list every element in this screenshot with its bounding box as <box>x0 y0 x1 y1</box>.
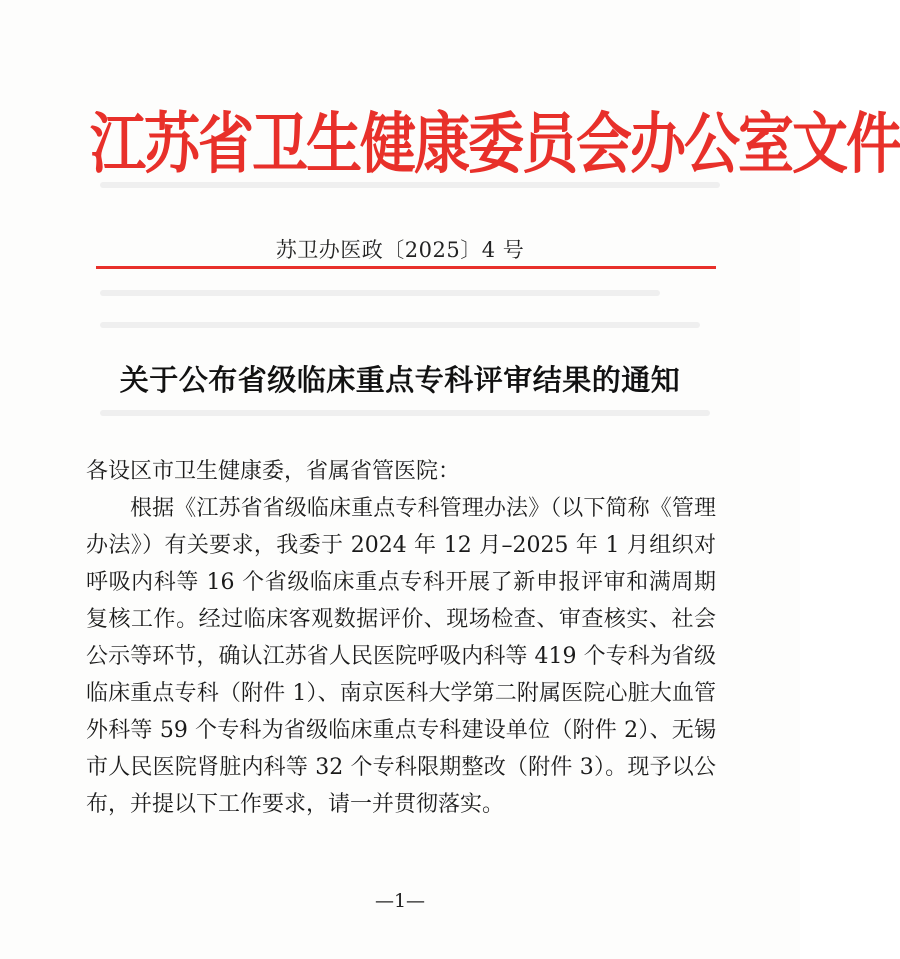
issuing-organization-title: 江苏省卫生健康委员会办公室文件 <box>90 104 900 183</box>
body-paragraph: 根据《江苏省省级临床重点专科管理办法》（以下简称《管理办法》）有关要求，我委于 2024 年 12 月–2025 年 1 月组织对呼吸内科等 16 个省级临床重点专科开展了新申报评审和满周期复核工作。经过临床客观数据评价、现场检查、审查核实、社会公示等环节，确认江苏省人民医院呼吸内科等 419 个专科为省级临床重点专科（附件 1）、南京医科大学第二附属医院心脏大血管外科等 59 个专科为省级临床重点专科建设单位（附件 2）、无锡市人民医院肾脏内科等 32 个专科限期整改（附件 3）。现予以公布，并提以下工作要求，请一并贯彻落实。 <box>86 496 716 817</box>
page-number: —1— <box>374 890 426 912</box>
bleed-through-mark <box>100 410 710 416</box>
document-number: 苏卫办医政〔2025〕4 号 <box>275 238 525 262</box>
red-divider-line <box>96 266 716 269</box>
notice-title: 关于公布省级临床重点专科评审结果的通知 <box>119 363 681 397</box>
salutation: 各设区市卫生健康委，省属省管医院： <box>86 459 461 484</box>
bleed-through-mark <box>100 322 700 328</box>
bleed-through-mark <box>100 290 660 296</box>
